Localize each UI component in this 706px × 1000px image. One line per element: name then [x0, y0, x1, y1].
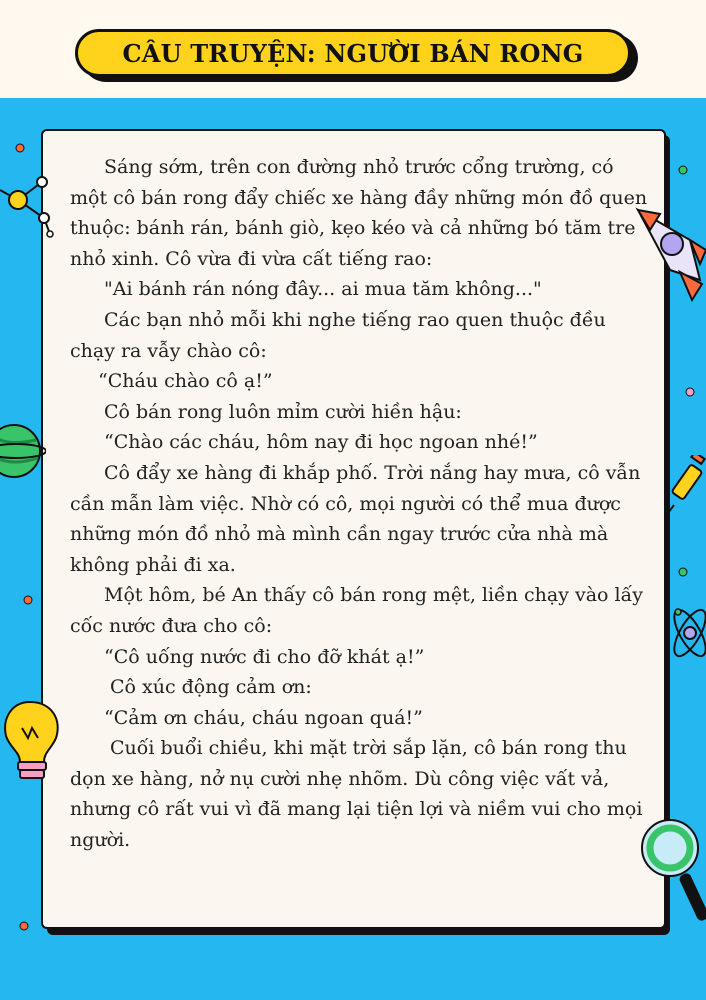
story-paragraph: Sáng sớm, trên con đường nhỏ trước cổng trường, có một cô bán rong đẩy chiếc xe hàng đầy những món đồ quen thuộc: bánh rán, bánh giò, kẹo kéo và cả những bó tăm tre nhỏ xinh. Cô vừa đi vừa cất tiếng rao: — [70, 156, 648, 270]
story-paragraph: Cô xúc động cảm ơn: — [110, 676, 312, 699]
story-paragraph: “Cô uống nước đi cho đỡ khát ạ!” — [104, 645, 425, 668]
molecule-icon — [0, 160, 62, 240]
story-paragraph: “Cảm ơn cháu, cháu ngoan quá!” — [104, 706, 423, 729]
story-paragraph: “Chào các cháu, hôm nay đi học ngoan nhé!” — [104, 431, 538, 454]
magnifying-glass-icon — [636, 810, 706, 930]
story-text — [70, 152, 650, 856]
story-paragraph: Một hôm, bé An thấy cô bán rong mệt, liền chạy vào lấy cốc nước đưa cho cô: — [70, 584, 643, 637]
story-paragraph: Các bạn nhỏ mỗi khi nghe tiếng rao quen thuộc đều chạy ra vẫy chào cô: — [70, 308, 606, 362]
planet-icon — [0, 418, 46, 484]
lightbulb-icon — [0, 698, 66, 788]
story-paragraph: "Ai bánh rán nóng đây... ai mua tăm không..." — [104, 278, 542, 301]
story-paragraph: Cô bán rong luôn mỉm cười hiền hậu: — [104, 400, 462, 423]
page-title: CÂU TRUYỆN: NGƯỜI BÁN RONG — [75, 29, 631, 77]
atom-icon — [660, 598, 706, 668]
story-paragraph: Cô đẩy xe hàng đi khắp phố. Trời nắng hay mưa, cô vẫn cần mẫn làm việc. Nhờ có cô, mọi người có thể mua được những món đồ nhỏ mà mình cần ngay trước cửa nhà mà không phải đi xa. — [70, 461, 641, 576]
syringe-icon — [668, 455, 706, 515]
story-paragraph: Cuối buổi chiều, khi mặt trời sắp lặn, cô bán rong thu dọn xe hàng, nở nụ cười nhẹ nhõm. Dù công việc vất vả, nhưng cô rất vui vì đã mang lại tiện lợi và niềm vui cho mọi người. — [70, 737, 643, 852]
rocket-icon — [630, 200, 706, 310]
story-paragraph: “Cháu chào cô ạ!” — [98, 370, 273, 393]
